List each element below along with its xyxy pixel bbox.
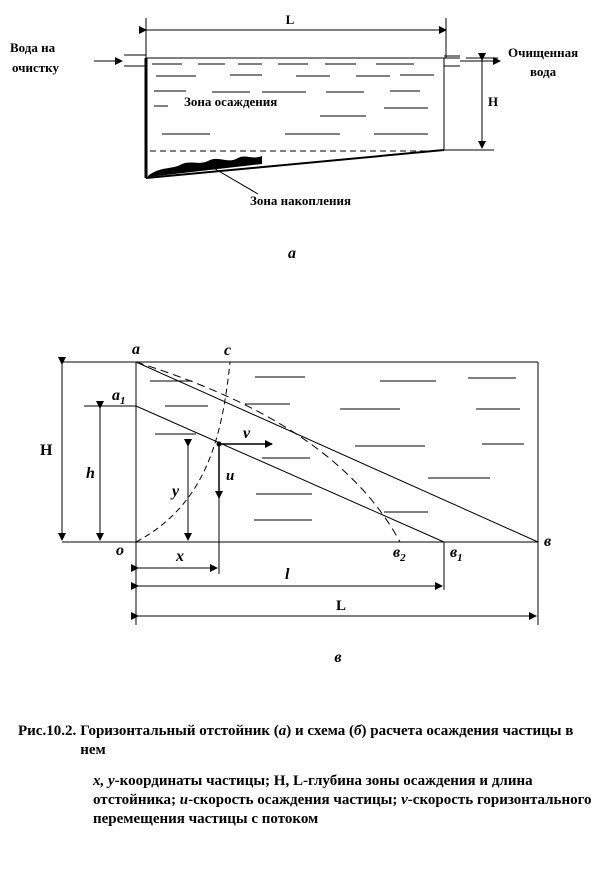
sludge-deposit [148,156,262,177]
depth-label: H [488,94,499,109]
figure-caption [18,722,598,829]
y-label: y [172,483,180,500]
x-label: x [176,548,184,565]
u-label: u [226,468,235,484]
caption-title-text: Горизонтальный отстойник (а) и схема (б) расчета осаждения частицы в нем [80,723,574,758]
H-label: Н [40,442,53,459]
inlet-label-line1: Вода на [10,40,56,55]
point-b1-label: $в_1$ [450,544,463,564]
tank-diagram [10,12,578,262]
point-o-label: о [116,542,124,559]
inlet-label-line2: очистку [12,60,59,75]
point-b2-label: $в_2$ [393,544,406,564]
L-label: L [336,598,347,614]
caption-title [18,722,598,760]
h-label: h [86,465,95,482]
outlet-label-line2: вода [530,64,557,79]
length-label: L [285,12,295,27]
caption-notes: x, y-координаты частицы; H, L-глубина зоны осаждения и длина отстойника; u-скорость осаждения частицы; v-скорость горизонтального перемещения частицы с потоком [93,773,592,827]
accumulation-zone-label: Зона накопления [250,193,351,208]
v-label: v [243,425,251,442]
point-b-label: в [544,533,552,550]
trajectory-a-b [136,362,538,542]
point-c-label: с [224,342,232,359]
curve-o-c-dashed [136,362,230,542]
l-label: l [285,566,290,583]
outlet-label-line1: Очищенная [508,45,579,60]
trajectory-a-b2-dashed [136,362,400,542]
settling-zone-label: Зона осаждения [184,94,278,109]
water-texture [150,377,524,520]
point-a-label: а [132,341,140,358]
panel-label-a: а [288,245,296,262]
calculation-scheme [40,341,551,666]
point-a1-label: $а_1$ [112,387,126,407]
figure-number: Рис.10.2. [18,723,77,739]
panel-label-b: в [334,649,342,666]
trajectory-a1-b1 [136,406,444,542]
